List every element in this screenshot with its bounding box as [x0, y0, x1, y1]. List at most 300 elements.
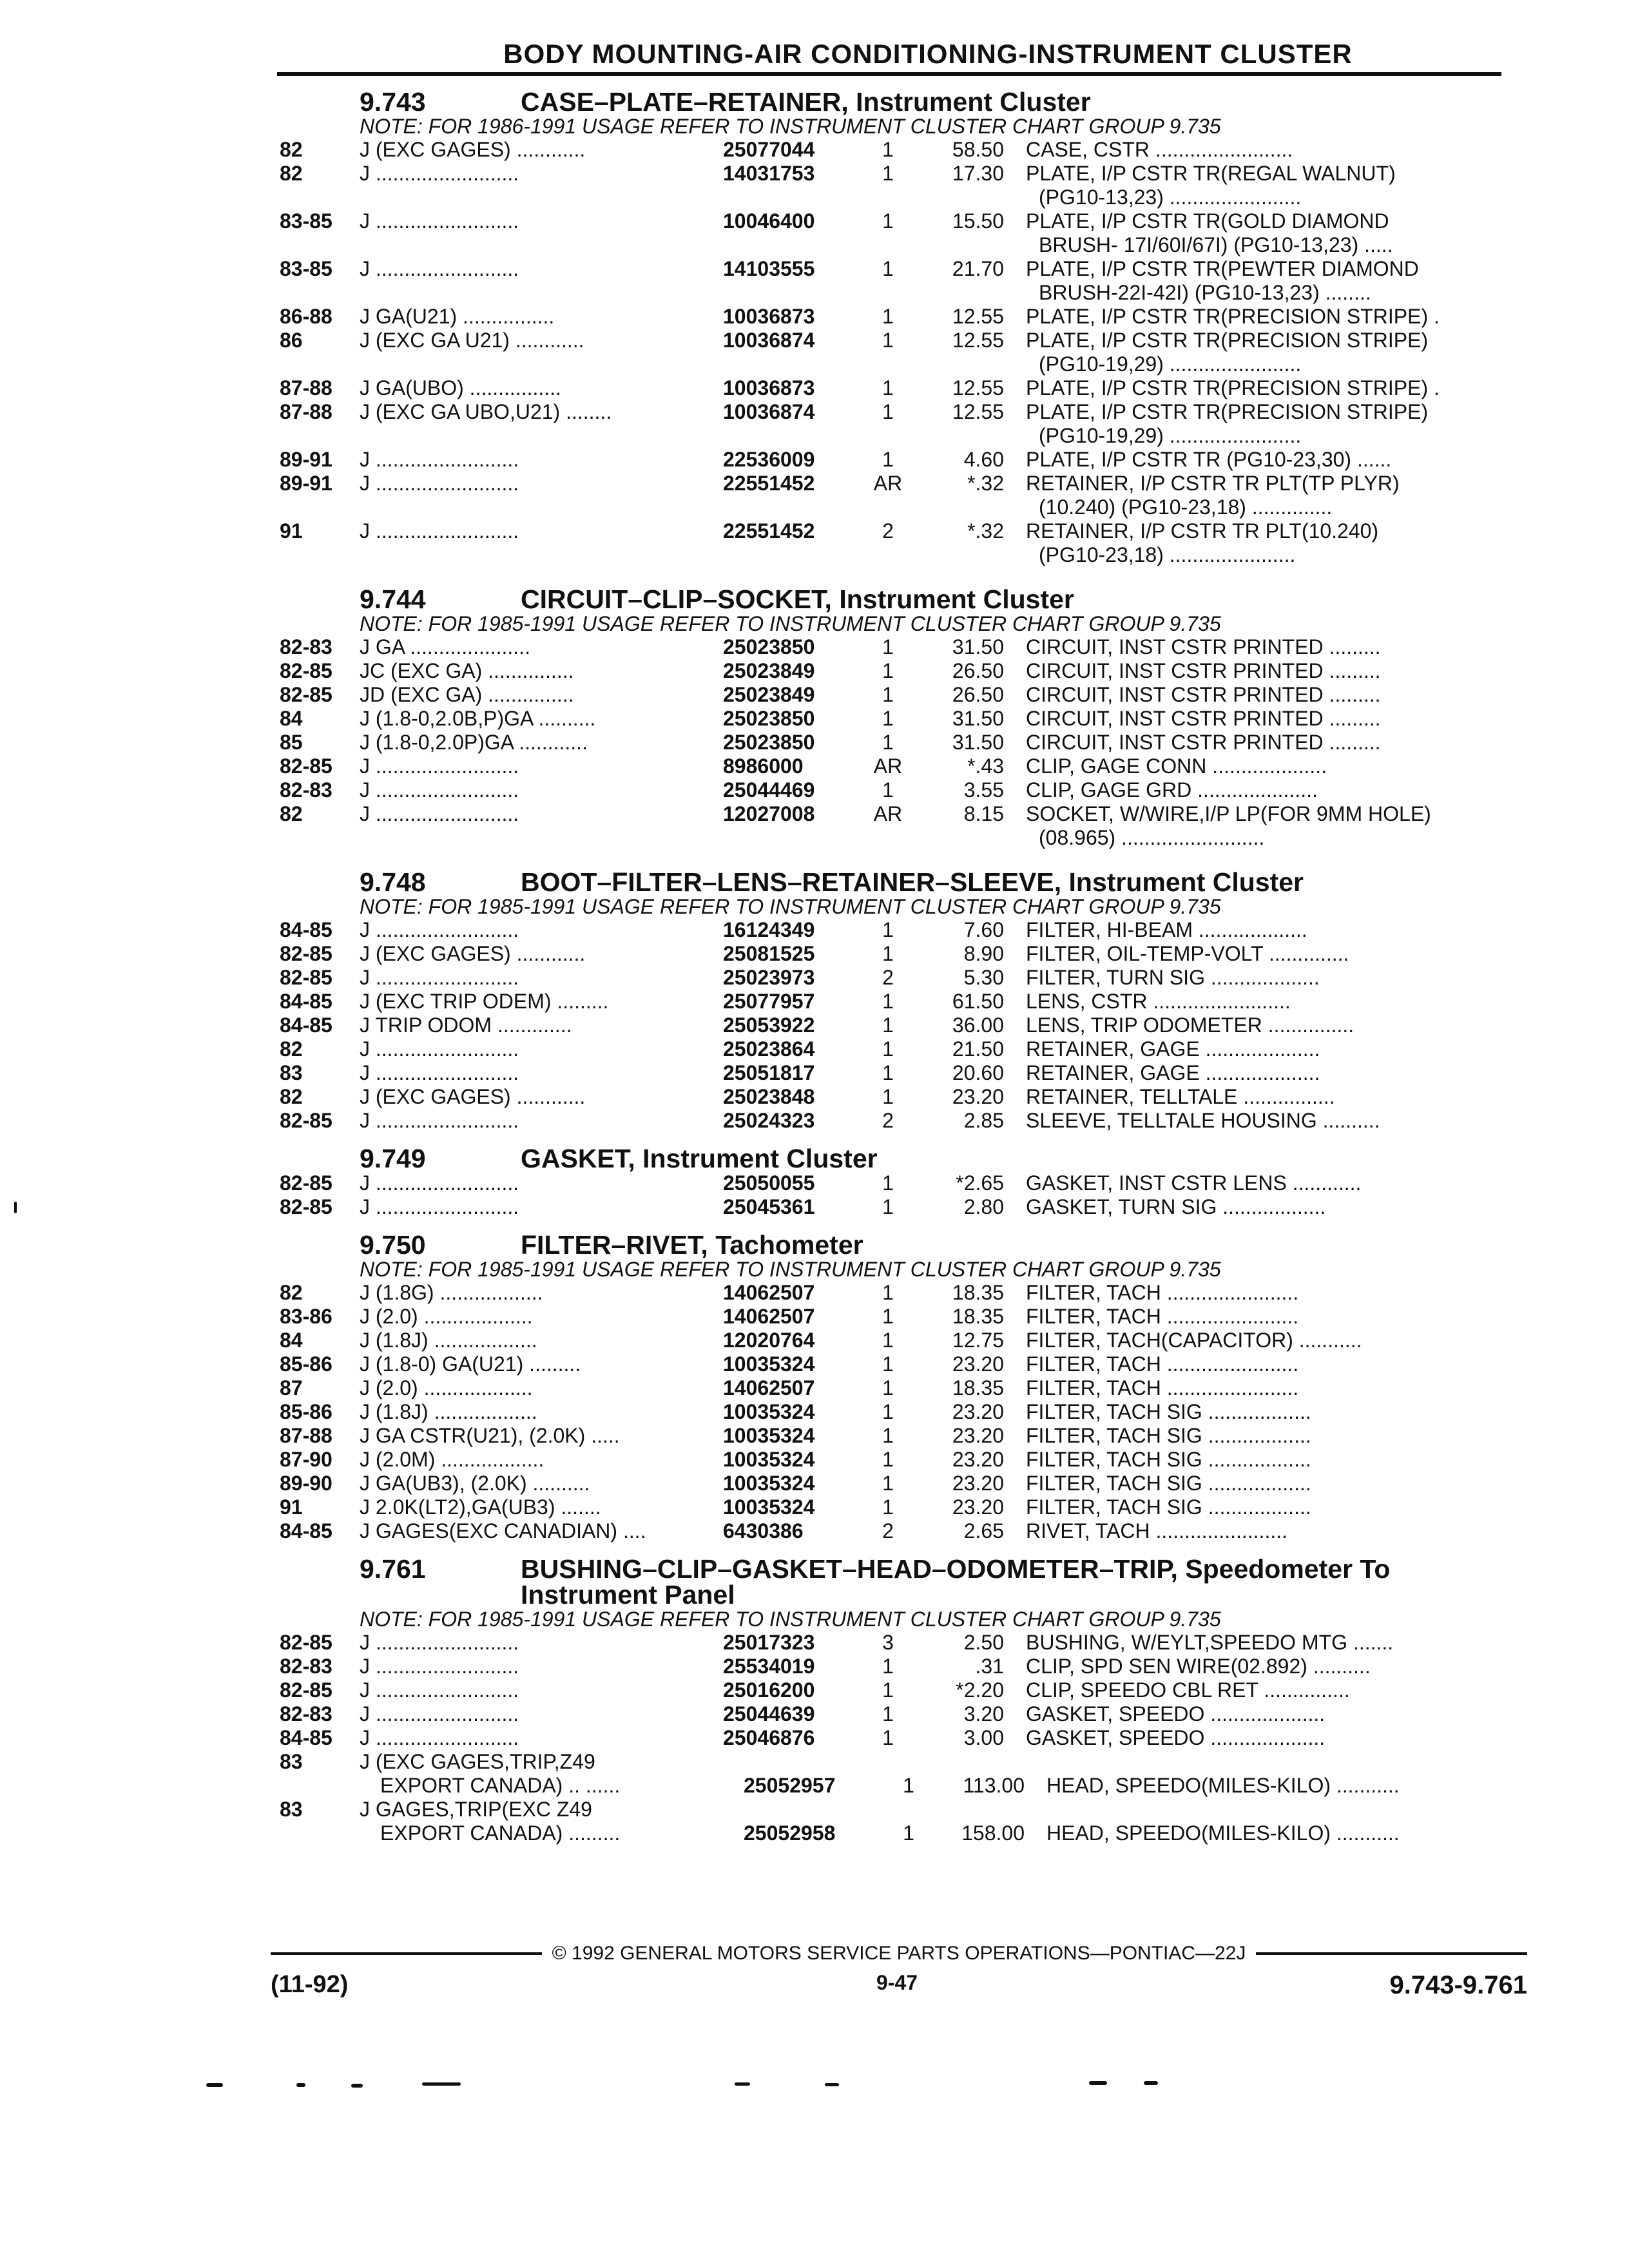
- part-row: [280, 918, 1517, 942]
- model-years: 82-85: [280, 1171, 333, 1195]
- part-number: 22551452: [723, 519, 815, 543]
- part-description: BUSHING, W/EYLT,SPEEDO MTG .......: [1026, 1631, 1394, 1654]
- model-usage: J (1.8G) ..................: [360, 1281, 543, 1304]
- part-number: 25023848: [723, 1085, 815, 1108]
- part-row: [280, 754, 1517, 778]
- part-description: FILTER, HI-BEAM ...................: [1026, 918, 1307, 941]
- model-years: 87: [280, 1376, 303, 1399]
- part-row: [280, 305, 1517, 329]
- price: 23.20: [952, 1424, 1004, 1447]
- model-usage: J .........................: [360, 754, 519, 778]
- part-row: [280, 659, 1517, 683]
- model-years: 89-91: [280, 448, 333, 471]
- part-row: [280, 1352, 1517, 1376]
- part-number: 25016200: [723, 1678, 815, 1702]
- part-row: [280, 257, 1517, 281]
- model-years: 82-85: [280, 683, 333, 706]
- model-years: 82-85: [280, 1109, 333, 1132]
- model-years: 89-91: [280, 472, 333, 495]
- model-usage: J .........................: [360, 918, 519, 941]
- price: 31.50: [952, 731, 1004, 754]
- section-number: 9.761: [360, 1554, 426, 1584]
- part-description: PLATE, I/P CSTR TR(REGAL WALNUT): [1026, 162, 1396, 185]
- part-number: 25023850: [723, 707, 815, 730]
- part-number: 10036874: [723, 329, 815, 352]
- part-description: CLIP, SPEEDO CBL RET ...............: [1026, 1678, 1350, 1702]
- section-title: FILTER–RIVET, Tachometer: [521, 1230, 863, 1260]
- model-years: 82-85: [280, 1631, 333, 1654]
- part-row: [280, 1750, 1517, 1774]
- part-description: FILTER, TACH .......................: [1026, 1281, 1299, 1304]
- model-years: 83: [280, 1061, 303, 1084]
- part-description: PLATE, I/P CSTR TR(PRECISION STRIPE): [1026, 329, 1429, 352]
- part-row: [280, 162, 1517, 186]
- quantity: 1: [882, 1195, 894, 1218]
- continuation-indent: [280, 233, 1039, 257]
- price: 23.20: [952, 1400, 1004, 1423]
- part-row: [280, 376, 1517, 400]
- usage-note: NOTE: FOR 1985-1991 USAGE REFER TO INSTRUMENT CLUSTER CHART GROUP 9.735: [360, 895, 1221, 918]
- model-usage: J (1.8J) ..................: [360, 1400, 537, 1423]
- part-number: 10035324: [723, 1400, 815, 1423]
- part-number: 12020764: [723, 1329, 815, 1352]
- model-usage: J .........................: [360, 448, 519, 471]
- usage-note: NOTE: FOR 1985-1991 USAGE REFER TO INSTRUMENT CLUSTER CHART GROUP 9.735: [360, 1608, 1221, 1631]
- quantity: 1: [882, 1085, 894, 1108]
- quantity: 1: [882, 400, 894, 423]
- quantity: 1: [882, 1472, 894, 1495]
- continuation-indent: [280, 495, 1039, 519]
- section-title: BUSHING–CLIP–GASKET–HEAD–ODOMETER–TRIP, Speedometer To Instrument Panel: [521, 1554, 1391, 1610]
- part-description: FILTER, OIL-TEMP-VOLT ..............: [1026, 942, 1349, 965]
- part-number: 25023850: [723, 635, 815, 658]
- model-usage: J .........................: [360, 778, 519, 802]
- quantity-blank: [862, 1750, 914, 1774]
- model-years-blank: [280, 1821, 360, 1845]
- model-years: 82-83: [280, 778, 333, 802]
- model-usage: J (2.0) ...................: [360, 1376, 533, 1399]
- quantity: 1: [882, 1305, 894, 1328]
- section-heading: [280, 89, 1517, 115]
- price: 36.00: [952, 1014, 1004, 1037]
- model-years: 86-88: [280, 305, 333, 328]
- copyright-text: © 1992 GENERAL MOTORS SERVICE PARTS OPERATIONS—PONTIAC—22J: [552, 1943, 1246, 1964]
- model-usage: J .........................: [360, 1037, 519, 1061]
- model-usage: J GA(U21) ................: [360, 305, 555, 328]
- section-title: BOOT–FILTER–LENS–RETAINER–SLEEVE, Instrument Cluster: [521, 867, 1304, 897]
- model-usage-continued: EXPORT CANADA) .........: [380, 1821, 621, 1845]
- price: .31: [975, 1655, 1004, 1678]
- part-number: 10035324: [723, 1448, 815, 1471]
- footer-rule-right: [1256, 1952, 1527, 1955]
- catalog-section: [280, 1133, 1517, 1219]
- model-usage: J TRIP ODOM .............: [360, 1014, 572, 1037]
- model-years-blank: [280, 1774, 360, 1798]
- model-years: 87-88: [280, 376, 333, 399]
- part-description: FILTER, TACH .......................: [1026, 1305, 1299, 1328]
- model-usage: J .........................: [360, 472, 519, 495]
- part-number: 25077044: [723, 138, 815, 161]
- scan-smudge: [296, 2083, 305, 2087]
- usage-note: NOTE: FOR 1985-1991 USAGE REFER TO INSTRUMENT CLUSTER CHART GROUP 9.735: [360, 612, 1221, 635]
- part-number: 10035324: [723, 1352, 815, 1376]
- quantity: 1: [903, 1821, 914, 1845]
- part-description: RETAINER, I/P CSTR TR PLT(TP PLYR): [1026, 472, 1400, 495]
- price: *.32: [967, 519, 1004, 543]
- description-continued-text: BRUSH- 17I/60I/67I) (PG10-13,23) .....: [1039, 233, 1393, 256]
- catalog-section: [280, 1219, 1517, 1543]
- part-row: [280, 731, 1517, 754]
- part-row: [280, 472, 1517, 495]
- part-row: [280, 966, 1517, 990]
- section-number: 9.749: [360, 1144, 426, 1173]
- model-years: 87-90: [280, 1448, 333, 1471]
- part-row: [280, 683, 1517, 707]
- part-row-continued: [280, 1774, 1517, 1798]
- part-number: 25046876: [723, 1726, 815, 1749]
- section-title: CIRCUIT–CLIP–SOCKET, Instrument Cluster: [521, 584, 1074, 614]
- quantity: 1: [882, 209, 894, 233]
- part-description: CLIP, GAGE GRD .....................: [1026, 778, 1318, 802]
- part-number: 14062507: [723, 1305, 815, 1328]
- part-description: FILTER, TACH SIG ..................: [1026, 1400, 1311, 1423]
- model-usage: J .........................: [360, 802, 519, 825]
- catalog-section: [280, 1543, 1517, 1845]
- part-row: [280, 1109, 1517, 1133]
- model-years: 82: [280, 138, 303, 161]
- model-usage: J (EXC GAGES,TRIP,Z49: [360, 1750, 595, 1773]
- model-years: 83-86: [280, 1305, 333, 1328]
- section-spacer: [280, 850, 1517, 869]
- part-description: CLIP, SPD SEN WIRE(02.892) ..........: [1026, 1655, 1371, 1678]
- part-description: SLEEVE, TELLTALE HOUSING ..........: [1026, 1109, 1380, 1132]
- model-usage: J (EXC GAGES) ............: [360, 942, 586, 965]
- price: 12.75: [952, 1329, 1004, 1352]
- part-description: HEAD, SPEEDO(MILES-KILO) ...........: [1046, 1774, 1400, 1797]
- price: 61.50: [952, 990, 1004, 1013]
- part-row: [280, 1037, 1517, 1061]
- part-number: 25077957: [723, 990, 815, 1013]
- description-continued: [280, 424, 1517, 448]
- usage-note: NOTE: FOR 1986-1991 USAGE REFER TO INSTRUMENT CLUSTER CHART GROUP 9.735: [360, 115, 1221, 138]
- scan-smudge: [1089, 2081, 1107, 2085]
- part-row: [280, 1281, 1517, 1305]
- part-description: FILTER, TACH .......................: [1026, 1376, 1299, 1399]
- parts-catalog: [280, 89, 1517, 1845]
- model-years: 82-85: [280, 659, 333, 682]
- price: 31.50: [952, 635, 1004, 658]
- description-continued: [280, 233, 1517, 257]
- part-number: 6430386: [723, 1519, 804, 1542]
- price: 113.00: [963, 1774, 1025, 1797]
- part-description: RETAINER, GAGE ....................: [1026, 1061, 1320, 1084]
- quantity: 1: [882, 1702, 894, 1725]
- scan-smudge: [1144, 2081, 1158, 2085]
- price: 21.50: [952, 1037, 1004, 1061]
- continuation-indent: [280, 352, 1039, 376]
- price: 15.50: [952, 209, 1004, 233]
- price: 23.20: [952, 1495, 1004, 1519]
- part-description: GASKET, TURN SIG ..................: [1026, 1195, 1326, 1218]
- part-description: FILTER, TACH SIG ..................: [1026, 1424, 1311, 1447]
- price: 20.60: [952, 1061, 1004, 1084]
- part-number: 25023850: [723, 731, 815, 754]
- quantity: 2: [882, 1519, 894, 1542]
- section-range: 9.743-9.761: [1389, 1971, 1527, 1999]
- quantity: 2: [882, 1109, 894, 1132]
- model-years: 82-85: [280, 1195, 333, 1218]
- part-description: PLATE, I/P CSTR TR(PRECISION STRIPE) .: [1026, 305, 1440, 328]
- quantity: 1: [882, 1061, 894, 1084]
- price: *2.65: [956, 1171, 1004, 1195]
- section-heading: [280, 1232, 1517, 1258]
- scan-smudge: [825, 2083, 839, 2086]
- part-description: PLATE, I/P CSTR TR(PRECISION STRIPE): [1026, 400, 1429, 423]
- price: 12.55: [952, 329, 1004, 352]
- part-row: [280, 707, 1517, 731]
- section-heading: [280, 1146, 1517, 1171]
- description-continued: [280, 495, 1517, 519]
- quantity: 3: [882, 1631, 894, 1654]
- part-description: FILTER, TACH SIG ..................: [1026, 1472, 1311, 1495]
- part-description: CIRCUIT, INST CSTR PRINTED .........: [1026, 707, 1381, 730]
- model-usage: J .........................: [360, 1678, 519, 1702]
- quantity: 1: [882, 1448, 894, 1471]
- model-usage: J GAGES(EXC CANADIAN) ....: [360, 1519, 646, 1542]
- part-row: [280, 1726, 1517, 1750]
- description-continued-text: (PG10-19,29) .......................: [1039, 352, 1302, 376]
- part-number: 25081525: [723, 942, 815, 965]
- part-description: RETAINER, I/P CSTR TR PLT(10.240): [1026, 519, 1379, 543]
- part-description: GASKET, SPEEDO ....................: [1026, 1726, 1325, 1749]
- model-usage: J .........................: [360, 1655, 519, 1678]
- part-number: 25053922: [723, 1014, 815, 1037]
- part-row: [280, 635, 1517, 659]
- quantity: 1: [882, 138, 894, 161]
- part-description: PLATE, I/P CSTR TR(PEWTER DIAMOND: [1026, 257, 1419, 280]
- model-years: 84-85: [280, 1014, 333, 1037]
- model-years: 83: [280, 1750, 303, 1773]
- part-number: 16124349: [723, 918, 815, 941]
- price: 21.70: [952, 257, 1004, 280]
- part-row: [280, 1702, 1517, 1726]
- model-usage: J .........................: [360, 1702, 519, 1725]
- model-usage: J GA .....................: [360, 635, 530, 658]
- model-years: 83-85: [280, 209, 333, 233]
- part-row: [280, 1329, 1517, 1352]
- model-years: 82: [280, 1085, 303, 1108]
- part-description: CIRCUIT, INST CSTR PRINTED .........: [1026, 731, 1381, 754]
- part-number: 25534019: [723, 1655, 815, 1678]
- model-years: 89-90: [280, 1472, 333, 1495]
- quantity: 1: [882, 1376, 894, 1399]
- scan-smudge: [735, 2082, 750, 2086]
- part-number: 8986000: [723, 754, 804, 778]
- price: 2.80: [963, 1195, 1004, 1218]
- part-number-blank: [723, 1750, 862, 1774]
- quantity: 1: [903, 1774, 914, 1797]
- part-number: 10046400: [723, 209, 815, 233]
- part-number: 25023864: [723, 1037, 815, 1061]
- part-number: 25050055: [723, 1171, 815, 1195]
- part-number: 10036873: [723, 305, 815, 328]
- part-row: [280, 1171, 1517, 1195]
- quantity: 1: [882, 1037, 894, 1061]
- description-continued: [280, 186, 1517, 209]
- quantity: 2: [882, 966, 894, 989]
- quantity: 1: [882, 683, 894, 706]
- part-row: [280, 1655, 1517, 1678]
- part-description: SOCKET, W/WIRE,I/P LP(FOR 9MM HOLE): [1026, 802, 1431, 825]
- section-number: 9.748: [360, 867, 426, 897]
- quantity: 1: [882, 918, 894, 941]
- part-description: FILTER, TACH SIG ..................: [1026, 1495, 1311, 1519]
- model-years: 82: [280, 802, 303, 825]
- price: 18.35: [952, 1305, 1004, 1328]
- part-row: [280, 138, 1517, 162]
- model-usage: J GA(UBO) ................: [360, 376, 561, 399]
- model-usage: J GA CSTR(U21), (2.0K) .....: [360, 1424, 620, 1447]
- model-usage: J .........................: [360, 162, 519, 185]
- section-spacer: [280, 1219, 1517, 1232]
- price: 23.20: [952, 1472, 1004, 1495]
- part-number: 10036874: [723, 400, 815, 423]
- part-description: CIRCUIT, INST CSTR PRINTED .........: [1026, 683, 1381, 706]
- part-number: 25044639: [723, 1702, 815, 1725]
- part-row: [280, 778, 1517, 802]
- part-row: [280, 1014, 1517, 1037]
- description-continued-text: (PG10-23,18) ......................: [1039, 543, 1296, 566]
- description-continued-text: (PG10-19,29) .......................: [1039, 424, 1302, 447]
- part-row-continued: [280, 1821, 1517, 1845]
- model-years: 84-85: [280, 1519, 333, 1542]
- model-years: 87-88: [280, 1424, 333, 1447]
- quantity: 1: [882, 1726, 894, 1749]
- model-years: 83: [280, 1798, 303, 1821]
- part-description: CLIP, GAGE CONN ....................: [1026, 754, 1327, 778]
- model-usage: J (1.8J) ..................: [360, 1329, 537, 1352]
- model-usage: J (EXC GA UBO,U21) ........: [360, 400, 612, 423]
- price: 4.60: [963, 448, 1004, 471]
- price: 23.20: [952, 1448, 1004, 1471]
- model-years: 82-85: [280, 754, 333, 778]
- part-number: 10035324: [723, 1424, 815, 1447]
- description-continued-text: (10.240) (PG10-23,18) ..............: [1039, 495, 1333, 519]
- part-number: 25044469: [723, 778, 815, 802]
- page-number: 9-47: [876, 1971, 918, 1994]
- part-number: 25023849: [723, 659, 815, 682]
- part-row: [280, 802, 1517, 826]
- model-usage: J .........................: [360, 1171, 519, 1195]
- price: 23.20: [952, 1085, 1004, 1108]
- part-number: 12027008: [723, 802, 815, 825]
- model-years: 86: [280, 329, 303, 352]
- model-years: 83-85: [280, 257, 333, 280]
- model-years: 91: [280, 519, 303, 543]
- price: 2.85: [963, 1109, 1004, 1132]
- part-row: [280, 1472, 1517, 1495]
- model-years: 84-85: [280, 990, 333, 1013]
- model-usage: J .........................: [360, 966, 519, 989]
- part-number: 25017323: [723, 1631, 815, 1654]
- quantity: 1: [882, 942, 894, 965]
- section-number: 9.750: [360, 1230, 426, 1260]
- description-blank: [1026, 1750, 1517, 1774]
- part-number: 14031753: [723, 162, 815, 185]
- usage-note: NOTE: FOR 1985-1991 USAGE REFER TO INSTRUMENT CLUSTER CHART GROUP 9.735: [360, 1258, 1221, 1281]
- price: 18.35: [952, 1376, 1004, 1399]
- model-years: 84: [280, 1329, 303, 1352]
- quantity: 1: [882, 162, 894, 185]
- model-usage: J .........................: [360, 209, 519, 233]
- part-description: GASKET, INST CSTR LENS ............: [1026, 1171, 1362, 1195]
- part-description: FILTER, TACH(CAPACITOR) ...........: [1026, 1329, 1362, 1352]
- part-description: PLATE, I/P CSTR TR(GOLD DIAMOND: [1026, 209, 1389, 233]
- revision-date: (11-92): [271, 1971, 349, 1998]
- price: *2.20: [956, 1678, 1004, 1702]
- section-title: GASKET, Instrument Cluster: [521, 1144, 878, 1173]
- description-continued: [280, 826, 1517, 850]
- section-spacer: [280, 1133, 1517, 1146]
- part-number: 22536009: [723, 448, 815, 471]
- footer-rule-left: [271, 1952, 542, 1955]
- quantity: 1: [882, 990, 894, 1013]
- model-years: 84: [280, 707, 303, 730]
- model-years: 82-85: [280, 942, 333, 965]
- part-number: 25052957: [744, 1774, 836, 1797]
- model-usage: J (EXC GAGES) ............: [360, 1085, 586, 1108]
- model-years: 82-85: [280, 966, 333, 989]
- part-description: CASE, CSTR ........................: [1026, 138, 1293, 161]
- part-row: [280, 209, 1517, 233]
- part-number: 10035324: [723, 1495, 815, 1519]
- part-description: FILTER, TACH .......................: [1026, 1352, 1299, 1376]
- model-usage: J 2.0K(LT2),GA(UB3) .......: [360, 1495, 601, 1519]
- model-years: 84-85: [280, 1726, 333, 1749]
- section-spacer: [280, 567, 1517, 586]
- part-number: 14062507: [723, 1376, 815, 1399]
- part-description: RETAINER, TELLTALE ................: [1026, 1085, 1335, 1108]
- part-number: 10036873: [723, 376, 815, 399]
- part-number: 25052958: [744, 1821, 836, 1845]
- part-number: 25051817: [723, 1061, 815, 1084]
- price: 12.55: [952, 305, 1004, 328]
- price: 8.15: [963, 802, 1004, 825]
- part-number: 25023849: [723, 683, 815, 706]
- model-usage: J .........................: [360, 1109, 519, 1132]
- part-row: [280, 990, 1517, 1014]
- quantity: 1: [882, 1495, 894, 1519]
- model-usage: J (1.8-0) GA(U21) .........: [360, 1352, 581, 1376]
- price: 12.55: [952, 376, 1004, 399]
- scan-smudge: [14, 1202, 17, 1213]
- part-description: HEAD, SPEEDO(MILES-KILO) ...........: [1046, 1821, 1400, 1845]
- quantity-blank: [862, 1798, 914, 1821]
- model-years: 82-83: [280, 635, 333, 658]
- page-header: [277, 39, 1501, 76]
- part-description: FILTER, TURN SIG ...................: [1026, 966, 1320, 989]
- part-description: CIRCUIT, INST CSTR PRINTED .........: [1026, 635, 1381, 658]
- part-row: [280, 519, 1517, 543]
- quantity: 1: [882, 1281, 894, 1304]
- quantity: 1: [882, 1678, 894, 1702]
- model-years: 82: [280, 1037, 303, 1061]
- model-years: 84-85: [280, 918, 333, 941]
- model-usage: J (2.0) ...................: [360, 1305, 533, 1328]
- quantity: 1: [882, 1655, 894, 1678]
- part-description: FILTER, TACH SIG ..................: [1026, 1448, 1311, 1471]
- part-description: GASKET, SPEEDO ....................: [1026, 1702, 1325, 1725]
